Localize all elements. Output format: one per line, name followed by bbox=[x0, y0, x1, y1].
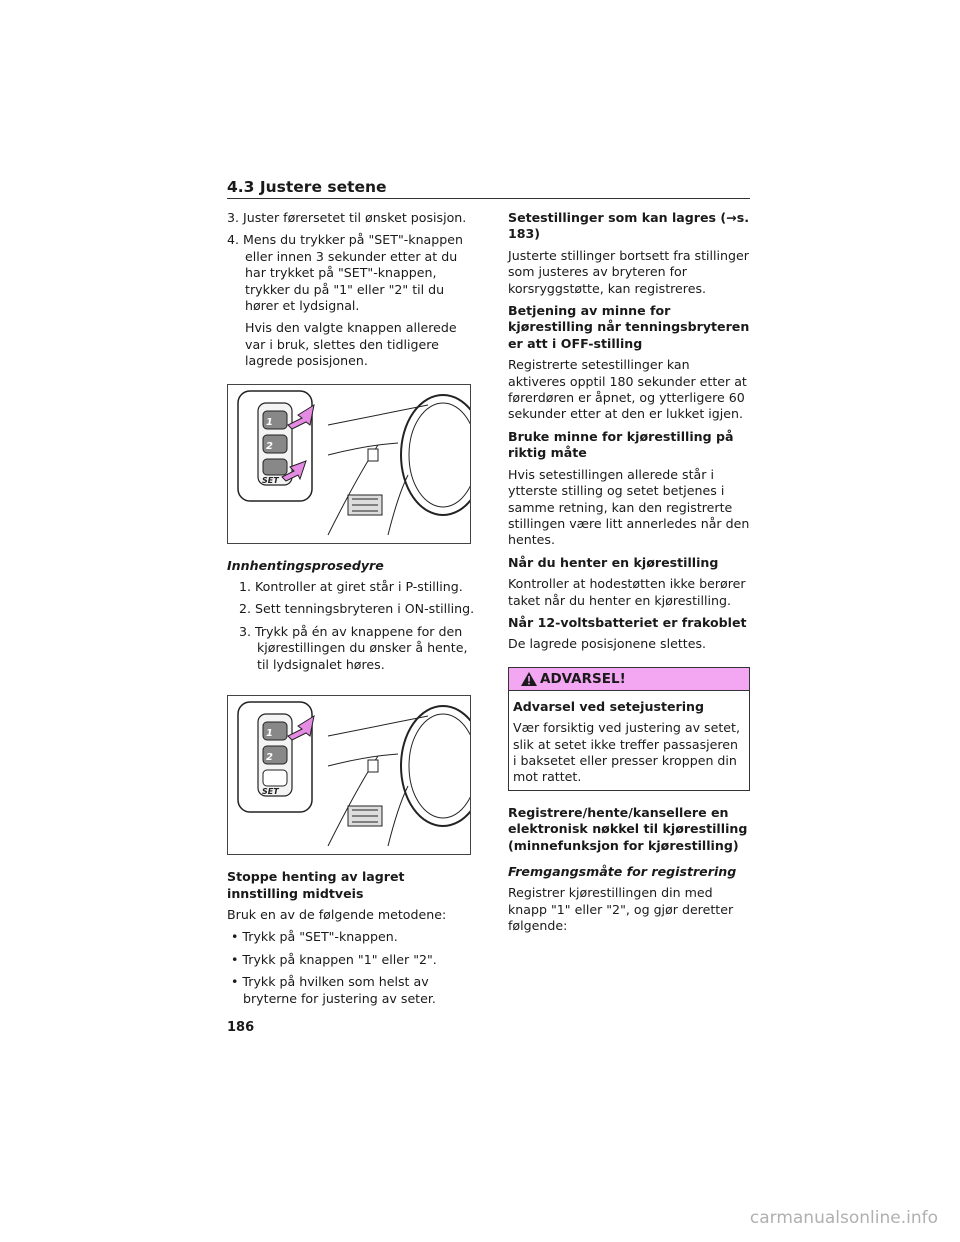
heading-recall: Når du henter en kjørestilling bbox=[508, 554, 719, 570]
warning-box bbox=[508, 667, 750, 791]
recall-step-3: 3. Trykk på én av knappene for den kjørestillingen du ønsker å hente, til lydsignalet høres. bbox=[239, 623, 468, 672]
stop-bullet-2: • Trykk på knappen "1" eller "2". bbox=[231, 951, 437, 967]
warning-text: Vær forsiktig ved justering av setet, slik at setet ikke treffer passasjeren i baksetet eller presser kroppen din mot rattet. bbox=[513, 720, 740, 785]
warning-title: ADVARSEL! bbox=[540, 670, 626, 687]
recall-step-2: 2. Sett tenningsbryteren i ON-stilling. bbox=[239, 601, 475, 617]
text-memory-off: Registrerte setestillinger kan aktiveres opptil 180 sekunder etter at førerdøren er åpnet, og ytterligere 60 sekunder etter at den er lukket igjen. bbox=[508, 357, 747, 422]
fig1-label-1: 1 bbox=[266, 416, 273, 428]
section-title: 4.3 Justere setene bbox=[227, 178, 387, 196]
step-4-note: Hvis den valgte knappen allerede var i bruk, slettes den tidligere lagrede posisjonen. bbox=[245, 320, 457, 369]
right-column bbox=[508, 210, 750, 941]
warning-heading: Advarsel ved setejustering bbox=[513, 698, 705, 714]
page-number: 186 bbox=[227, 1020, 255, 1035]
watermark: carmanualsonline.info bbox=[749, 1208, 938, 1228]
warning-header bbox=[509, 668, 749, 691]
fig2-label-set: SET bbox=[262, 787, 279, 797]
fig1-label-2: 2 bbox=[266, 440, 273, 452]
text-registration: Registrer kjørestillingen din med knapp "1" eller "2", og gjør deretter følgende: bbox=[508, 885, 734, 934]
figure-memory-recall bbox=[227, 695, 471, 855]
fig2-label-1: 1 bbox=[266, 728, 273, 740]
heading-electronic-key: Registrere/hente/kansellere en elektronisk nøkkel til kjørestilling (minnefunksjon for kjørestilling) bbox=[508, 804, 748, 853]
text-storable-settings: Justerte stillinger bortsett fra stillinger som justeres av bryteren for korsryggstøtte, kan registreres. bbox=[508, 247, 749, 296]
heading-battery: Når 12-voltsbatteriet er frakoblet bbox=[508, 614, 747, 630]
recall-step-1: 1. Kontroller at giret står i P-stilling. bbox=[239, 579, 463, 595]
section-divider bbox=[227, 198, 750, 199]
recall-heading: Innhentingsprosedyre bbox=[227, 557, 384, 573]
text-recall: Kontroller at hodestøtten ikke berører taket når du henter en kjørestilling. bbox=[508, 576, 746, 608]
step-3: 3. Juster førersetet til ønsket posisjon. bbox=[227, 210, 467, 225]
text-correct-use: Hvis setestillingen allerede står i ytterste stilling og setet betjenes i samme retning, kan den registrerte stillingen være litt annerledes når den hentes. bbox=[508, 466, 750, 548]
step-4: 4. Mens du trykker på "SET"-knappen eller innen 3 sekunder etter at du har trykket på "SET"-knappen, trykker du på "1" eller "2" til du hører et lydsignal. bbox=[227, 232, 463, 314]
stop-intro: Bruk en av de følgende metodene: bbox=[227, 906, 447, 922]
text-battery: De lagrede posisjonene slettes. bbox=[508, 636, 707, 652]
warning-triangle-icon bbox=[521, 672, 537, 686]
stop-heading: Stoppe henting av lagret innstilling midtveis bbox=[227, 869, 405, 901]
figure-memory-set bbox=[227, 384, 471, 544]
stop-bullet-1: • Trykk på "SET"-knappen. bbox=[231, 929, 398, 945]
heading-storable-settings: Setestillinger som kan lagres (→s. 183) bbox=[508, 210, 750, 242]
heading-registration: Fremgangsmåte for registrering bbox=[508, 864, 737, 879]
left-column bbox=[227, 210, 477, 1013]
stop-bullet-3: • Trykk på hvilken som helst av bryterne for justering av seter. bbox=[231, 974, 436, 1006]
heading-memory-off: Betjening av minne for kjørestilling når tenningsbryteren er att i OFF-stilling bbox=[508, 303, 750, 351]
fig2-label-2: 2 bbox=[266, 752, 273, 764]
fig1-label-set: SET bbox=[262, 475, 279, 485]
heading-correct-use: Bruke minne for kjørestilling på riktig måte bbox=[508, 428, 734, 461]
